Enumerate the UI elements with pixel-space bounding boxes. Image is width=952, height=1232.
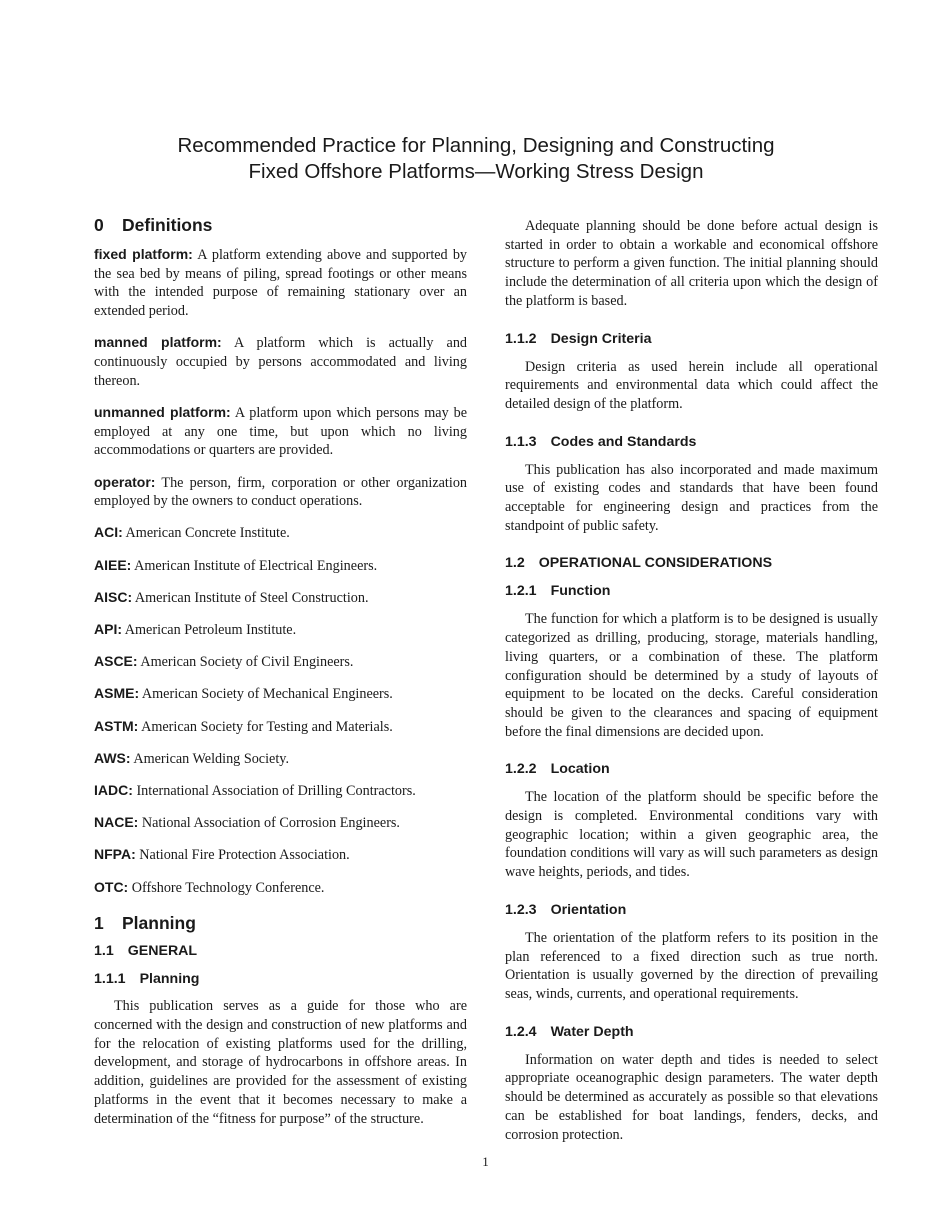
- definition-item: [94, 620, 467, 640]
- definition-term: fixed platform:: [94, 246, 193, 262]
- page-number: 1: [482, 1154, 489, 1169]
- definition-term: OTC:: [94, 878, 129, 895]
- section-number: 1.2.4: [505, 1023, 537, 1040]
- orientation-paragraph: The orientation of the platform refers to its position in the plan referenced to a fixed direction such as true north. Orientation is usually governed by the direction of prevailing seas, winds, currents, and operational requirements.: [505, 929, 878, 1002]
- definition-item: [94, 878, 467, 898]
- definition-text: Offshore Technology Conference.: [131, 879, 325, 896]
- section-title: GENERAL: [127, 943, 198, 960]
- definition-term: API:: [94, 621, 122, 638]
- section-1-1-2-heading: [505, 329, 878, 349]
- definition-text: A platform upon which persons may be employed at any one time, but upon which no living accommodations or quarters are provided.: [94, 404, 467, 459]
- page-title: [0, 133, 952, 185]
- definition-term: operator:: [94, 473, 156, 490]
- definition-term: IADC:: [94, 782, 133, 799]
- section-title: Codes and Standards: [550, 433, 697, 450]
- definition-item: [94, 717, 467, 737]
- definition-item: [94, 813, 467, 833]
- definition-term: ACI:: [94, 524, 123, 541]
- definition-item: [94, 403, 467, 460]
- definition-text: National Fire Protection Association.: [139, 847, 350, 864]
- definition-term: AIEE:: [94, 556, 132, 573]
- definition-text: American Society for Testing and Materials.: [141, 718, 393, 735]
- right-column: [505, 217, 878, 1144]
- definition-term: ASTM:: [94, 717, 139, 734]
- page-title-line-2: Fixed Offshore Platforms—Working Stress Design: [248, 160, 704, 183]
- section-1-1-3-heading: [505, 432, 878, 452]
- definition-text: American Welding Society.: [133, 750, 289, 767]
- page-title-line-1: Recommended Practice for Planning, Designing and Constructing: [177, 134, 775, 157]
- section-0-heading: [94, 213, 467, 237]
- codes-standards-paragraph: This publication has also incorporated and made maximum use of existing codes and standards that have been found acceptable for engineering design and practices from the standpoint of public safety.: [505, 461, 878, 534]
- function-paragraph: The function for which a platform is to be designed is usually categorized as drilling, producing, storage, materials handling, living quarters, or a combination of these. The platform configuration should be determined by a study of layouts of equipment to be located on the decks. Careful consideration should be given to the clearances and spacing of equipment before the final dimensions are decided upon.: [505, 611, 878, 740]
- section-1-1-1-heading: [94, 969, 467, 989]
- design-criteria-paragraph: Design criteria as used herein include all operational requirements and environmental data which could affect the detailed design of the platform.: [505, 358, 878, 412]
- definition-text: A platform extending above and supported by the sea bed by means of piling, spread footings or other means with the intended purpose of remaining stationary over an extended period.: [94, 247, 468, 320]
- definition-item: [94, 684, 467, 704]
- section-number: 1.1.3: [505, 433, 537, 450]
- planning-paragraph-1: This publication serves as a guide for those who are concerned with the design and construction of new platforms and for the relocation of existing platforms used for the drilling, development, and storage of hydrocarbons in offshore areas. In addition, guidelines are provided for the assessment of existing platforms in the event that it becomes necessary to make a determination of the “fitness for purpose” of the structure.: [94, 998, 467, 1127]
- definition-text: National Association of Corrosion Engineers.: [141, 815, 400, 832]
- definition-term: unmanned platform:: [94, 403, 231, 420]
- section-number: 1.2.1: [505, 583, 537, 600]
- definition-term: NFPA:: [94, 846, 136, 863]
- section-title: Planning: [139, 971, 200, 988]
- definition-item: [94, 473, 467, 511]
- section-1-2-4-heading: [505, 1022, 878, 1042]
- section-number: 1.2.2: [505, 761, 537, 778]
- section-title: OPERATIONAL CONSIDERATIONS: [538, 555, 773, 572]
- definition-text: American Institute of Electrical Engineers.: [134, 557, 378, 574]
- definition-item: [94, 652, 467, 672]
- definition-item: [94, 333, 467, 390]
- definition-text: American Petroleum Institute.: [124, 622, 297, 639]
- section-1-1-heading: [94, 941, 467, 961]
- section-title: Planning: [122, 913, 196, 934]
- section-1-2-2-heading: [505, 759, 878, 779]
- section-1-2-3-heading: [505, 900, 878, 920]
- section-title: Water Depth: [550, 1023, 634, 1040]
- planning-paragraph-2: Adequate planning should be done before actual design is started in order to obtain a workable and economical offshore structure to perform a given function. The initial planning should include the determination of all criteria upon which the design of the platform is based.: [505, 218, 878, 309]
- section-number: 0: [94, 215, 104, 235]
- definition-item: [94, 588, 467, 608]
- section-title: Design Criteria: [550, 330, 652, 347]
- definition-term: AWS:: [94, 749, 131, 766]
- section-title: Orientation: [550, 901, 627, 918]
- definition-item: [94, 845, 467, 865]
- section-number: 1.1.2: [505, 330, 537, 347]
- definition-item: [94, 245, 467, 321]
- definition-term: NACE:: [94, 814, 139, 831]
- definition-text: American Concrete Institute.: [125, 525, 290, 542]
- section-number: 1: [94, 913, 104, 934]
- section-number: 1.2: [505, 555, 525, 572]
- section-1-heading: [94, 911, 467, 935]
- definition-text: The person, firm, corporation or other organization employed by the owners to conduct operations.: [94, 474, 468, 510]
- definition-term: AISC:: [94, 588, 133, 605]
- definition-text: International Association of Drilling Contractors.: [136, 783, 416, 800]
- section-1-2-heading: [505, 553, 878, 573]
- left-column: [94, 213, 467, 1128]
- definition-text: American Society of Civil Engineers.: [140, 654, 354, 671]
- definition-item: [94, 749, 467, 769]
- definition-text: A platform which is actually and continuously occupied by persons accommodated and living thereon.: [94, 335, 468, 389]
- water-depth-paragraph: Information on water depth and tides is needed to select appropriate oceanographic design parameters. The water depth should be determined as accurately as possible so that elevations can be established for boat landings, fenders, decks, and corrosion protection.: [505, 1051, 878, 1143]
- section-number: 1.1: [94, 943, 114, 960]
- section-title: Definitions: [122, 215, 213, 235]
- section-number: 1.1.1: [94, 971, 126, 988]
- definition-term: ASME:: [94, 685, 140, 702]
- section-number: 1.2.3: [505, 901, 537, 918]
- section-title: Location: [550, 761, 610, 778]
- section-title: Function: [550, 583, 611, 600]
- definition-item: [94, 556, 467, 576]
- definition-item: [94, 781, 467, 801]
- location-paragraph: The location of the platform should be specific before the design is completed. Environmental conditions vary with geographic location; within a given geographic area, the foundation conditions will vary as will such parameters as design wave heights, periods, and tides.: [505, 789, 878, 881]
- section-1-2-1-heading: [505, 581, 878, 601]
- definition-item: [94, 523, 467, 543]
- definition-text: American Institute of Steel Construction.: [134, 589, 369, 606]
- definition-term: manned platform:: [94, 334, 222, 351]
- definitions-list: [94, 245, 467, 897]
- definition-text: American Society of Mechanical Engineers.: [141, 686, 393, 703]
- definition-term: ASCE:: [94, 653, 138, 670]
